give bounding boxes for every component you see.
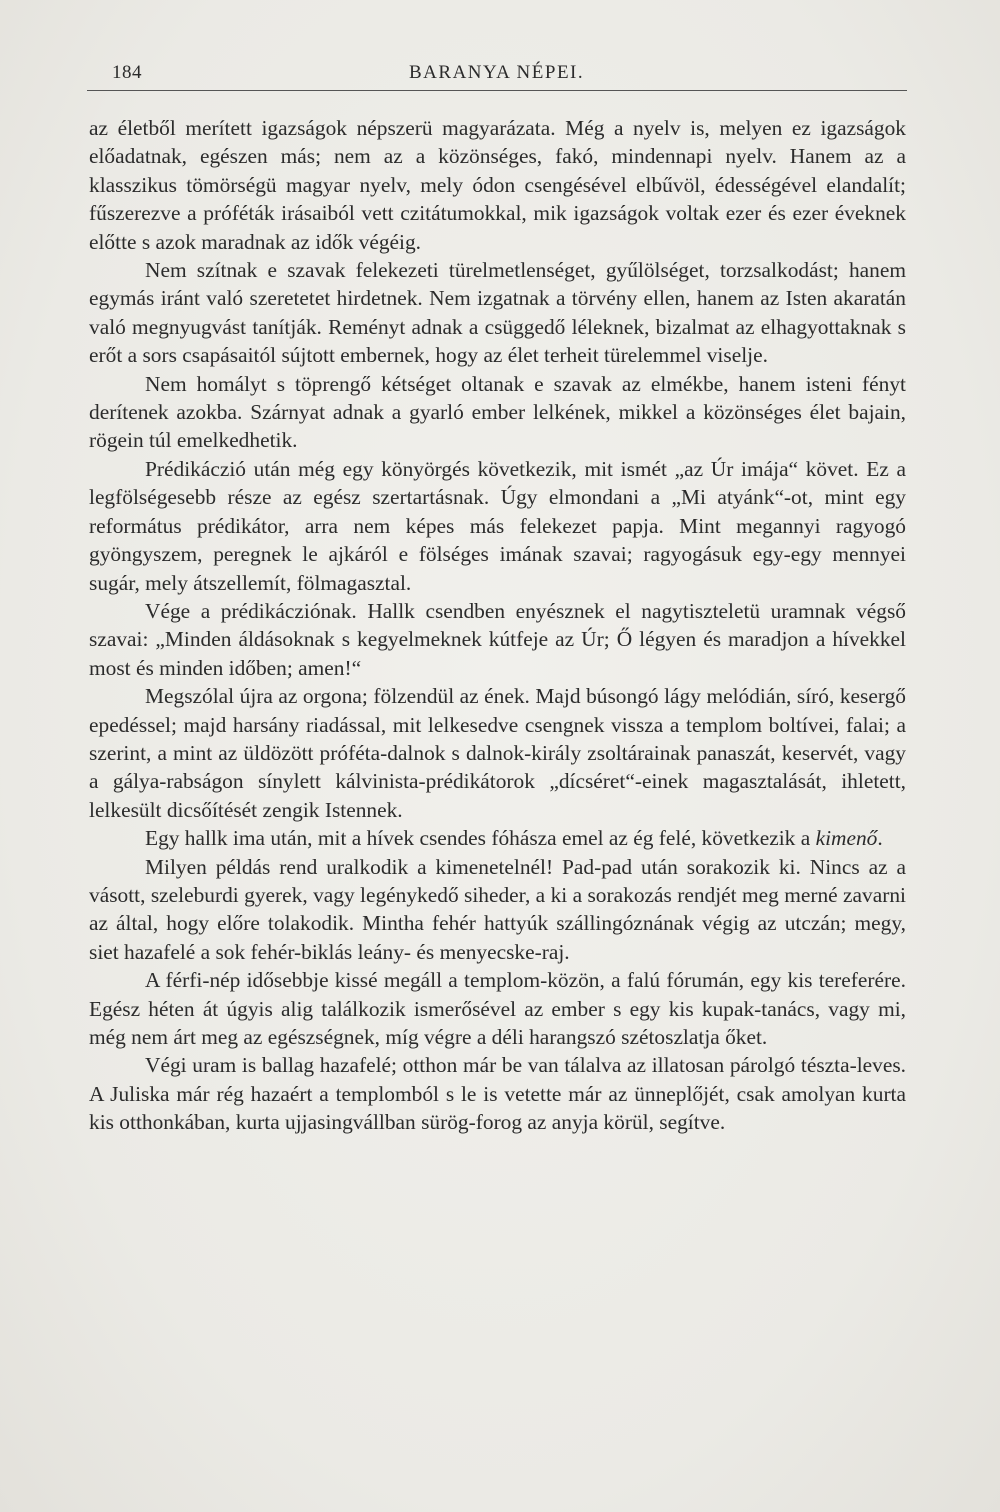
paragraph: Nem szítnak e szavak felekezeti türelmetlenséget, gyűlölséget, torzsalkodást; hanem egymás iránt való szeretetet hirdetnek. Nem izgatnak a törvény ellen, hanem az Isten akaratán való megnyugvást tanítják. Reményt adnak a csüggedő léleknek, bizalmat az elhagyottaknak s erőt a sors csapásaitól sújtott embernek, hogy az élet terheit türelemmel viselje. (89, 258, 906, 368)
paragraph: Végi uram is ballag hazafelé; otthon már be van tálalva az illatosan párolgó tészta-leves. A Juliska már rég hazaért a templomból s le is vetette már az ünneplőjét, csak amolyan kurta kis otthonkában, kurta ujjasingvállban sürög-forog az anyja körül, segítve. (89, 1053, 906, 1135)
paragraph: Vége a prédikácziónak. Hallk csendben enyésznek el nagytiszteletü uramnak végső szavai: „Minden áldásoknak s kegyelmeknek kútfeje az Úr; Ő légyen és maradjon a hívekkel most és minden időben; amen!“ (89, 598, 906, 680)
paragraph: Nem homályt s töprengő kétséget oltanak e szavak az elmékbe, hanem isteni fényt derítenek azokba. Szárnyat adnak a gyarló ember lelkének, mikkel a közönséges élet bajain, rögein túl emelkedhetik. (89, 371, 906, 453)
paragraph (89, 824, 906, 852)
paragraph: Prédikáczió után még egy könyörgés következik, mit ismét „az Úr imája“ követ. Ez a legfölségesebb része az egész szertartásnak. Úgy elmondani a „Mi atyánk“-ot, mint egy református prédikátor, arra nem képes más felekezet papja. Mint megannyi ragyogó gyöngyszem, peregnek le ajkáról e fölséges imának szavai; ragyogásuk egy-egy mennyei sugár, mely átszellemít, fölmagasztal. (89, 456, 906, 595)
paragraph-text: Egy hallk ima után, mit a hívek csendes fóhásza emel az ég felé, következik a (145, 826, 816, 851)
paragraph: A férfi-nép idősebbje kissé megáll a templom-közön, a falú fórumán, egy kis tereferére. Egész héten át úgyis alig találkozik ismerősével az ember s egy kis kupak-tanács, vagy mi, még nem árt meg az egészségnek, míg végre a déli harangszó szétoszlatja őket. (89, 968, 906, 1049)
italic-term: kimenő (815, 826, 878, 851)
paragraph: az életből merített igazságok népszerü magyarázata. Még a nyelv is, melyen ez igazságok előadatnak, egészen más; nem az a közönséges, fakó, mindennapi nyelv. Hanem az a klasszikus tömörségü magyar nyelv, mely ódon csengésével elbűvöl, édességével elandalít; fűszerezve a próféták irásaiból vett czitátumokkal, mik igazságok voltak ezer és ezer éveknek előtte s azok maradnak az idők végéig. (89, 116, 906, 254)
body-text (89, 114, 906, 1137)
running-head: BARANYA NÉPEI. (409, 62, 585, 83)
paragraph-text-end: . (877, 826, 883, 851)
page-header (87, 58, 907, 86)
page-number: 184 (112, 62, 142, 83)
header-rule (87, 90, 907, 91)
paragraph: Milyen példás rend uralkodik a kimenetelnél! Pad-pad után sorakozik ki. Nincs az a vásott, szeleburdi gyerek, vagy legénykedő siheder, a ki a sorakozás rendjét meg merné zavarni az által, hogy előre tolakodik. Mintha fehér hattyúk szállingóznának végig az utczán; megy, siet hazafelé a sok fehér-biklás leány- és menyecske-raj. (89, 854, 906, 964)
paragraph: Megszólal újra az orgona; fölzendül az ének. Majd búsongó lágy melódián, síró, kesergő epedéssel; majd harsány riadással, mit lelkesedve csengnek vissza a templom boltívei, falai; a szerint, a mint az üldözött próféta-dalnok s dalnok-király zsoltárainak panaszát, keservét, vagy a gálya-rabságon sínylett kálvinista-prédikátorok „dícséret“-einek magasztalását, ihletett, lelkesült dicsőítését zengik Istennek. (89, 684, 906, 822)
